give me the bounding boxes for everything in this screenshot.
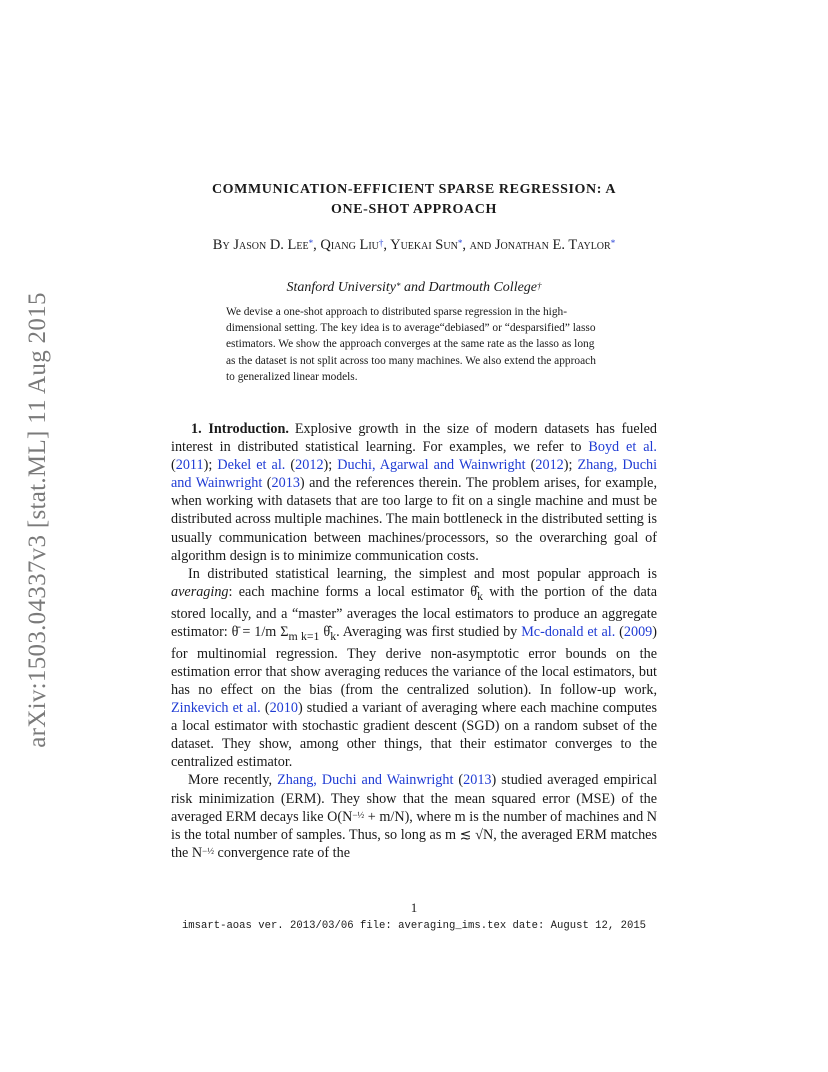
citation-year-link[interactable]: 2013 [271, 475, 300, 492]
affiliation-1: Stanford University [286, 280, 397, 295]
affiliation-2-mark: † [537, 281, 542, 291]
arxiv-identifier-stamp [18, 270, 58, 770]
title-line-2: ONE-SHOT APPROACH [331, 202, 497, 217]
p3-text-b: studied averaged empirical risk minimization (ERM). They show that the mean squared error (MSE) of the averaged ERM decays like O(N [171, 772, 658, 825]
intro-paragraph-3: More recently, Zhang, Duchi and Wainwright (2013) studied averaged empirical risk minimization (ERM). They show that the mean squared error (MSE) of the averaged ERM decays like $O(N^{-\frac{1}{2}} + m/N)$, where m is the number of machines and N is the total number of samples. Thus, so long as m ≲ √N, the averaged ERM matches the $N^{-\frac{1}{2}}$ convergence rate of the [171, 772, 658, 861]
author-1-mark: * [308, 238, 314, 248]
author-list: By Jason D. Lee*, Qiang Liu†, Yuekai Sun*, and Jonathan E. Taylor* [212, 237, 616, 253]
author-4-mark: * [610, 238, 616, 248]
p2-text-f: for multinomial regression. They derive non-asymptotic error bounds on the estimation error that show averaging reduces the variance of the local estimators, but has no effect on the bias (from the centralized solution). In follow-up work, [171, 645, 657, 698]
p2-subscript-k2: k [330, 628, 337, 643]
author-2-mark: † [378, 238, 384, 248]
intro-paragraph-2: In distributed statistical learning, the simplest and most popular approach is averaging: each machine forms a local estimator $\thetâ_k$ with the portion of the data stored locally, and a “master” averages the local estimators to produce an aggregate estimator: θ̄ = 1/m $\Sigma_{m k=1}$ $\thetâ_k$. Averaging was first studied by Mc-donald et al. (2009) for multinomial regression. They derive non-asymptotic error bounds on the estimation error that show averaging reduces the variance of the local estimators, but has no effect on the bias (from the centralized solution). In follow-up work, Zinkevich et al. (2010) studied a variant of averaging where each machine computes a local estimator with stochastic gradient descent (SGD) on a random subset of the dataset. They show, among other things, that their estimator converges to the centralized estimator. [171, 565, 657, 771]
p2-text-e: . Averaging was first studied by [336, 623, 522, 640]
citation-link[interactable]: Zinkevich et al. [171, 700, 261, 717]
footer-metadata: imsart-aoas ver. 2013/03/06 file: averaging_ims.tex date: August 12, 2015 [181, 920, 647, 932]
citation-year-link[interactable]: 2009 [623, 623, 653, 640]
author-prefix: By [212, 237, 230, 253]
p3-exponent-1: −½ [352, 809, 365, 820]
citation-link[interactable]: Boyd et al. [588, 439, 657, 456]
author-3: Yuekai Sun [390, 237, 458, 253]
p1-text-a: Explosive growth in the size of modern datasets has fueled interest in distributed statistical learning. For examples, we refer to [171, 421, 657, 456]
citation-year-link[interactable]: 2010 [269, 700, 298, 717]
affiliations [150, 278, 678, 298]
p2-fraction: 1/m [254, 623, 277, 640]
affiliation-joiner: and [404, 280, 426, 295]
author-1: Jason D. Lee [233, 237, 309, 253]
citation-link[interactable]: Zhang, Duchi and Wainwright [277, 772, 454, 789]
paper-title [150, 180, 678, 220]
p2-text-c: with the portion of the data stored locally, and a “master” averages the local estimators to produce an aggregate estimator: θ̄ = [171, 583, 657, 640]
p3-exponent-2: −½ [202, 845, 214, 856]
p2-emphasis: averaging [171, 583, 229, 600]
citation-link[interactable]: Zhang, Duchi and Wainwright [171, 457, 658, 492]
author-2: Qiang Liu [320, 237, 379, 253]
p2-subscript-k: k [477, 588, 483, 603]
intro-paragraph-1: 1. Introduction. Explosive growth in the size of modern datasets has fueled interest in distributed statistical learning. For examples, we refer to Boyd et al. (2011); Dekel et al. (2012); Duchi, Agarwal and Wainwright (2012); Zhang, Duchi and Wainwright (2013) and the references therein. The problem arises, for example, when working with datasets that are too large to fit on a single machine and must be distributed across multiple machines. The main bottleneck in the distributed setting is usually communication between machines/processors, so the overarching goal of algorithm design is to minimize communication costs. [171, 421, 658, 564]
citation-link[interactable]: Duchi, Agarwal and Wainwright [337, 457, 526, 474]
p2-text-d: θ̂ [319, 623, 331, 640]
introduction-section [171, 420, 657, 862]
author-joiner: and [469, 237, 492, 253]
p3-text-d: convergence rate of the [213, 844, 350, 861]
p1-text-b: and the references therein. The problem arises, for example, when working with datasets that are too large to fit on a single machine and must be distributed across multiple machines. The main bottleneck in the distributed setting is usually communication between machines/processors, so the overarching goal of algorithm design is to minimize communication costs. [171, 475, 657, 564]
citation-link[interactable]: Dekel et al. [217, 457, 286, 474]
p2-sum-range: m k=1 [288, 628, 320, 643]
abstract: We devise a one-shot approach to distributed sparse regression in the high-dimensional setting. The key idea is to average“debiased” or “desparsified” lasso estimators. We show the approach converges at the same rate as the lasso as long as the dataset is not split across too many machines. We also extend the approach to generalized linear models. [226, 306, 596, 383]
citation-link[interactable]: Mc-donald et al. [521, 623, 616, 640]
citation-year-link[interactable]: 2013 [463, 772, 492, 789]
citation-year-link[interactable]: 2012 [535, 457, 564, 474]
arxiv-identifier-text: arXiv:1503.04337v3 [stat.ML] 11 Aug 2015 [24, 292, 51, 748]
author-4: Jonathan E. Taylor [494, 237, 611, 253]
author-3-mark: * [457, 238, 463, 248]
p2-text-a: In distributed statistical learning, the simplest and most popular approach is [188, 565, 657, 582]
affiliation-2: Dartmouth College [428, 280, 538, 295]
p2-text-g: studied a variant of averaging where each machine computes a local estimator with stochastic gradient descent (SGD) on a random subset of the dataset. They show, among other things, that their estimator converges to the centralized estimator. [171, 700, 657, 771]
page-number: 1 [410, 900, 418, 915]
affiliation-1-mark: * [396, 281, 401, 291]
p2-sum: Σ [276, 623, 289, 640]
citation-year-link[interactable]: 2011 [175, 457, 204, 474]
citation-year-link[interactable]: 2012 [295, 457, 324, 474]
p3-text-c: + m/N), where m is the number of machines and N is the total number of samples. Thus, so long as m ≲ √N, the averaged ERM matches the N [171, 808, 658, 861]
p3-text-a: More recently, [188, 772, 278, 789]
p2-text-b: : each machine forms a local estimator θ̂ [228, 583, 478, 600]
title-line-1: COMMUNICATION-EFFICIENT SPARSE REGRESSION: A [211, 182, 617, 197]
section-heading: 1. Introduction. [191, 421, 289, 437]
